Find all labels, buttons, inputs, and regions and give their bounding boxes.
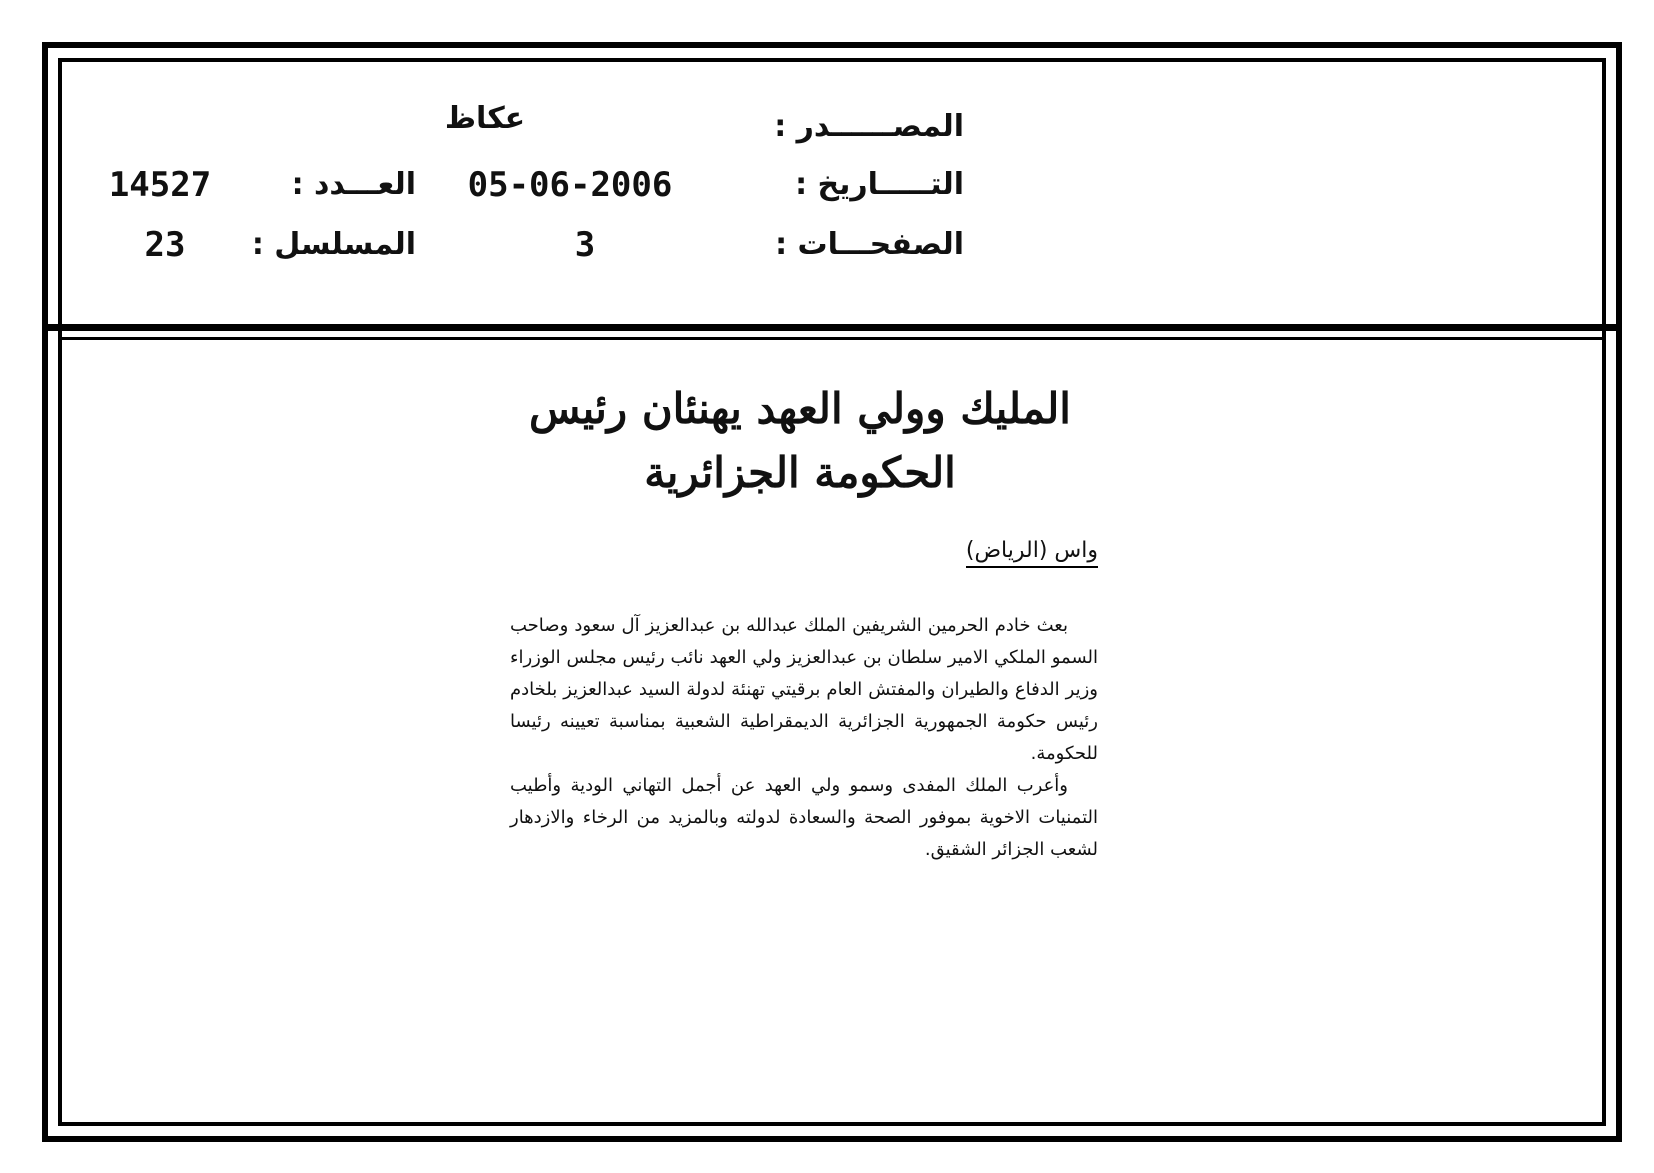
issue-label: العـــدد : [291, 167, 416, 202]
source-value: عكاظ [444, 101, 526, 136]
article-paragraph: بعث خادم الحرمين الشريفين الملك عبدالله بن عبدالعزيز آل سعود وصاحب السمو الملكي الامير سلطان بن عبدالعزيز ولي العهد نائب رئيس مجلس الوزراء وزير الدفاع والطيران والمفتش العام برقيتي تهنئة لدولة السيد عبدالعزيز بلخادم رئيس حكومة الجمهورية الجزائرية الديمقراطية الشعبية بمناسبة تعيينه رئيسا للحكومة. [510, 615, 1098, 764]
article-byline: واس (الرياض) [966, 538, 1098, 568]
article-title-line1: المليك وولي العهد يهنئان رئيس [529, 384, 1071, 433]
article-paragraph: وأعرب الملك المفدى وسمو ولي العهد عن أجمل التهاني الودية وأطيب التمنيات الاخوية بموفور الصحة والسعادة لدولته وبالمزيد من الرخاء والازدهار لشعب الجزائر الشقيق. [510, 775, 1098, 860]
date-label: التـــــاريخ : [795, 167, 964, 202]
article-body [510, 610, 1098, 866]
pages-value: 3 [574, 225, 596, 265]
inner-border [58, 58, 1606, 1126]
article-title-line2: الحكومة الجزائرية [644, 448, 956, 497]
serial-value: 23 [144, 225, 186, 265]
source-label: المصــــــدر : [774, 109, 964, 144]
header-divider-thick [42, 324, 1622, 331]
date-value: 05-06-2006 [467, 165, 673, 205]
serial-label: المسلسل : [251, 227, 416, 262]
pages-label: الصفحـــات : [775, 227, 964, 262]
header-divider-thin [58, 337, 1606, 340]
issue-value: 14527 [108, 165, 212, 205]
